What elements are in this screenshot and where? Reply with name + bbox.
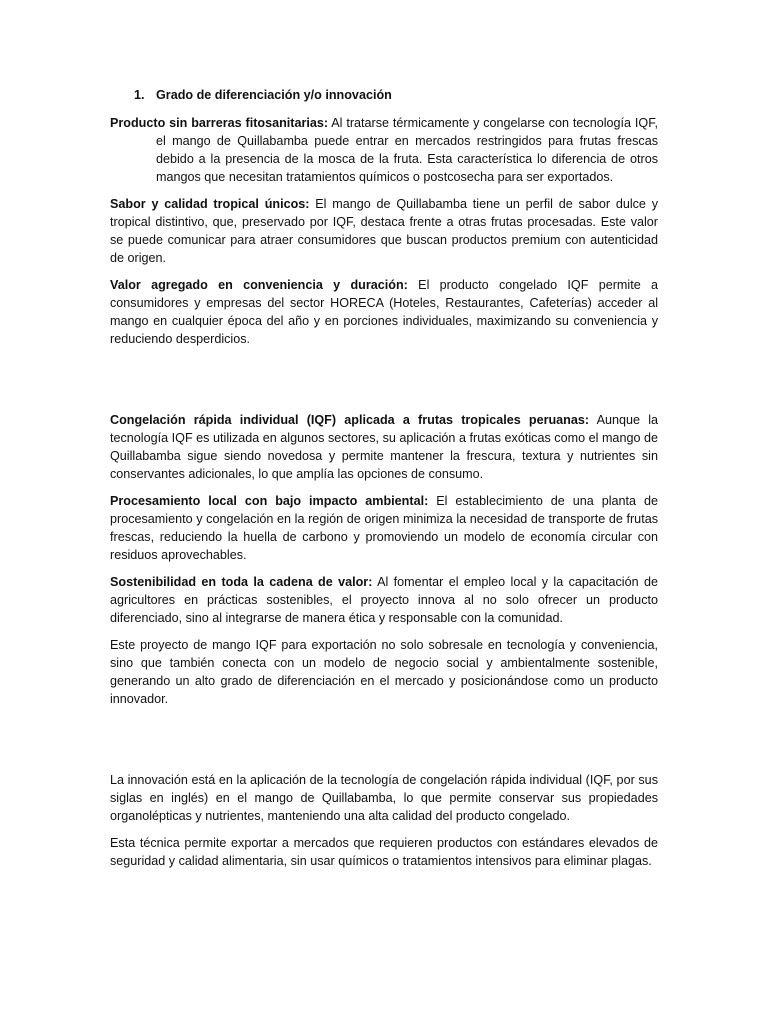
paragraph-body: Este proyecto de mango IQF para exportación no solo sobresale en tecnología y conveniencia, sino que también conecta con un modelo de negocio social y ambientalmente sostenible, generando un alto grado de diferenciación en el mercado y posicionándose como un producto innovador.: [110, 638, 658, 706]
blank-space: [110, 717, 658, 771]
document-page: [110, 86, 658, 879]
paragraph-body: Esta técnica permite exportar a mercados que requieren productos con estándares elevados de seguridad y calidad alimentaria, sin usar químicos o tratamientos intensivos para eliminar plagas.: [110, 836, 658, 868]
heading-number: 1.: [134, 88, 145, 102]
paragraph-title: Valor agregado en conveniencia y duración:: [110, 278, 408, 292]
paragraph-convenience: [110, 276, 658, 348]
paragraph-body: Al tratarse térmicamente y congelarse con tecnología IQF, el mango de Quillabamba puede entrar en mercados restringidos para frutas frescas debido a la presencia de la mosca de la fruta. Esta característica lo diferencia de otros mangos que necesitan tratamientos químicos o postcosecha para ser exportados.: [156, 116, 658, 184]
section-heading: [110, 86, 658, 104]
paragraph-body: El establecimiento de una planta de procesamiento y congelación en la región de origen minimiza la necesidad de transporte de frutas frescas, reduciendo la huella de carbono y promoviendo un modelo de economía circular con residuos aprovechables.: [110, 494, 658, 562]
paragraph-export: [110, 834, 658, 870]
paragraph-innovation: [110, 771, 658, 825]
paragraph-title: Sabor y calidad tropical únicos:: [110, 197, 310, 211]
paragraph-body: La innovación está en la aplicación de la tecnología de congelación rápida individual (IQF, por sus siglas en inglés) en el mango de Quillabamba, lo que permite conservar sus propiedades organolépticas y nutrientes, manteniendo una alta calidad del producto congelado.: [110, 773, 658, 823]
paragraph-body: El producto congelado IQF permite a consumidores y empresas del sector HORECA (Hoteles, Restaurantes, Cafeterías) acceder al mango en cualquier época del año y en porciones individuales, maximizando su conveniencia y reduciendo desperdicios.: [110, 278, 658, 346]
paragraph-body: Al fomentar el empleo local y la capacitación de agricultores en prácticas sostenibles, el proyecto innova al no solo ofrecer un producto diferenciado, sino al integrarse de manera ética y responsable con la comunidad.: [110, 575, 658, 625]
paragraph-body: El mango de Quillabamba tiene un perfil de sabor dulce y tropical distintivo, que, preservado por IQF, destaca frente a otras frutas procesadas. Este valor se puede comunicar para atraer consumidores que buscan productos premium con autenticidad de origen.: [110, 197, 659, 265]
blank-space: [110, 357, 658, 411]
paragraph-phytosanitary: [110, 114, 658, 186]
paragraph-summary: [110, 636, 658, 708]
paragraph-flavor: [110, 195, 658, 267]
paragraph-title: Congelación rápida individual (IQF) aplicada a frutas tropicales peruanas:: [110, 413, 590, 427]
paragraph-local-processing: [110, 492, 658, 564]
heading-text: Grado de diferenciación y/o innovación: [156, 88, 392, 102]
paragraph-body: Aunque la tecnología IQF es utilizada en algunos sectores, su aplicación a frutas exóticas como el mango de Quillabamba sigue siendo novedosa y permite mantener la frescura, textura y nutrientes sin conservantes adicionales, lo que amplía las opciones de consumo.: [110, 413, 658, 481]
paragraph-title: Producto sin barreras fitosanitarias:: [110, 116, 329, 130]
paragraph-title: Procesamiento local con bajo impacto ambiental:: [110, 494, 429, 508]
paragraph-iqf-tropical: [110, 411, 658, 483]
paragraph-sustainability: [110, 573, 658, 627]
paragraph-title: Sostenibilidad en toda la cadena de valor:: [110, 575, 373, 589]
